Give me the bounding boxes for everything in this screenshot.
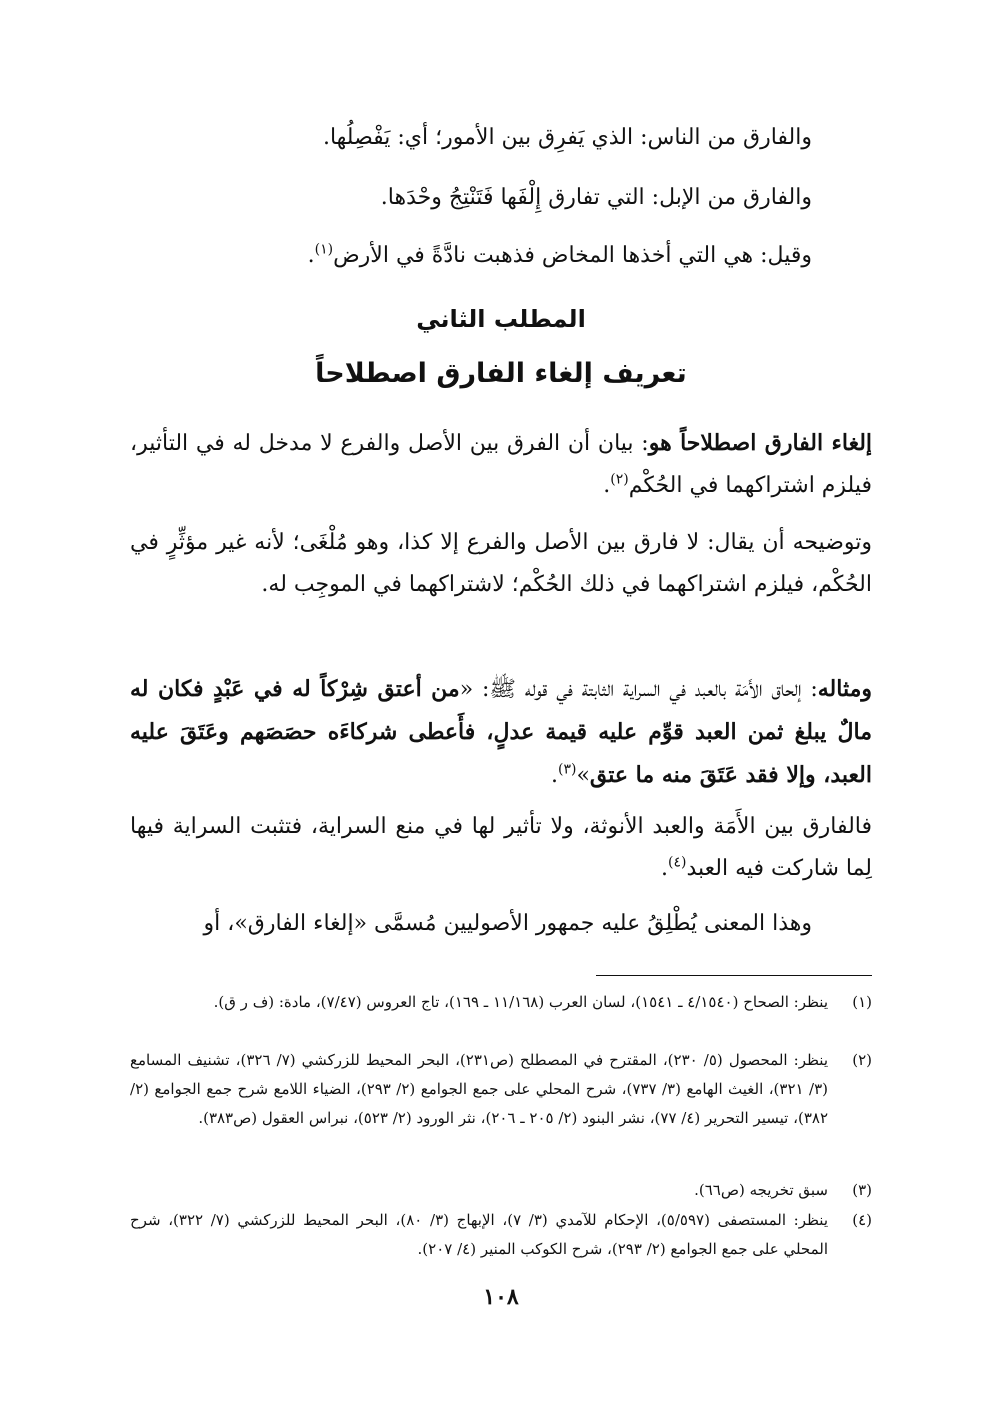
example-text: : إلحاق الأَمَة بالعبد في السراية الثابتة في قوله ﷺ: « — [459, 677, 818, 702]
footnote-1 — [130, 988, 872, 1017]
footnote-number: (٣) — [852, 1181, 872, 1199]
explanation-paragraph: وتوضيحه أن يقال: لا فارق بين الأصل والفرع إلا كذا، وهو مُلْغَى؛ لأنه غير مؤثِّرٍ في الحُكْم، فيلزم اشتراكهما في ذلك الحُكْم؛ لاشتراكهما في الموجِب له. — [130, 530, 872, 597]
footnote-ref-1[interactable]: (١) — [314, 241, 334, 258]
difference-paragraph — [130, 806, 872, 890]
intro-line-2: والفارق من الإبل: التي تفارق إِلْفَها فَتَنْتِجُ وحْدَها. — [380, 185, 812, 210]
footnote-separator — [596, 975, 872, 976]
definition-paragraph: إلغاء الفارق اصطلاحاً هو: بيان أن الفرق بين الأصل والفرع لا مدخل له في التأثير، فيلزم اشتراكهما في الحُكْم$^{(٢)}$. — [130, 430, 873, 498]
footnote-2 — [130, 1046, 872, 1133]
footnote-text: ينظر: الصحاح (٤/١٥٤٠ ـ ١٥٤١)، لسان العرب (١١/١٦٨ ـ ١٦٩)، تاج العروس (٧/٤٧)، مادة: (ف ر ق). — [213, 993, 828, 1011]
footnote-ref-3[interactable]: (٣) — [557, 761, 577, 778]
hadith-quote: من أعتق شِرْكاً له في عَبْدٍ فكان له مالٌ يبلغ ثمن العبد قوِّم عليه قيمة عدلٍ، فأَعطى شركاءَه حصَصَهم وعَتَقَ عليه العبد، وإلا فقد عَتَقَ منه ما عتق — [130, 676, 872, 788]
example-term: ومثاله — [817, 676, 872, 702]
section-title: تعريف إلغاء الفارق اصطلاحاً — [315, 358, 687, 389]
intro-line-3-text: وقيل: هي التي أخذها المخاض فذهبت نادَّةً في الأرض — [333, 243, 812, 268]
page-number: ١٠٨ — [483, 1284, 519, 1310]
difference-text: فالفارق بين الأَمَة والعبد الأنوثة، ولا تأثير لها في منع السراية، فتثبت السراية فيها لِما شاركت فيه العبد — [130, 814, 873, 881]
continuation-line: وهذا المعنى يُطْلِقُ عليه جمهور الأصوليين مُسمَّى «إلغاء الفارق»، أو — [203, 911, 812, 936]
intro-line-1: والفارق من الناس: الذي يَفرِق بين الأمور؛ أي: يَفْصِلُها. — [322, 125, 812, 150]
intro-line-3-end: . — [307, 243, 315, 268]
footnote-text: ينظر: المحصول (٥/ ٢٣٠)، المقترح في المصطلح (ص٢٣١)، البحر المحيط للزركشي (٧/ ٣٢٦)، تشنيف المسامع (٣/ ٣٢١)، الغيث الهامع (٣/ ٧٣٧)، شرح المحلي على جمع الجوامع (٢/ ٢٩٣)، الضياء اللامع شرح جمع الجوامع (٢/ ٣٨٢)، تيسير التحرير (٤/ ٧٧)، نشر البنود (٢/ ٢٠٥ ـ ٢٠٦)، نثر الورود (٢/ ٥٢٣)، نبراس العقول (ص٣٨٣). — [130, 1051, 829, 1127]
page — [130, 0, 872, 1417]
footnote-text: ينظر: المستصفى (٥/٥٩٧)، الإحكام للآمدي (٣/ ٧)، الإبهاج (٣/ ٨٠)، البحر المحيط للزركشي (٧/ ٣٢٢)، شرح المحلي على جمع الجوامع (٢/ ٢٩٣)، شرح الكوكب المنير (٤/ ٢٠٧). — [130, 1211, 828, 1258]
section-subtitle: المطلب الثاني — [416, 305, 586, 333]
example-end: . — [550, 763, 558, 788]
footnote-text: سبق تخريجه (ص٦٦). — [694, 1181, 828, 1199]
footnote-ref-2[interactable]: (٢) — [610, 471, 629, 488]
hadith-close: » — [576, 763, 590, 788]
definition-text: : بيان أن الفرق بين الأصل والفرع لا مدخل له في التأثير، فيلزم اشتراكهما في الحُكْم — [130, 431, 872, 498]
footnote-number: (٤) — [852, 1211, 872, 1229]
difference-end: . — [661, 856, 669, 881]
definition-term: إلغاء الفارق اصطلاحاً هو — [648, 430, 873, 456]
footnote-3 — [130, 1176, 872, 1205]
example-paragraph — [130, 668, 872, 797]
footnote-number: (١) — [852, 993, 872, 1011]
footnote-number: (٢) — [852, 1051, 872, 1069]
footnote-4 — [130, 1206, 872, 1264]
footnote-ref-4[interactable]: (٤) — [668, 854, 687, 871]
intro-line-3 — [308, 236, 812, 276]
